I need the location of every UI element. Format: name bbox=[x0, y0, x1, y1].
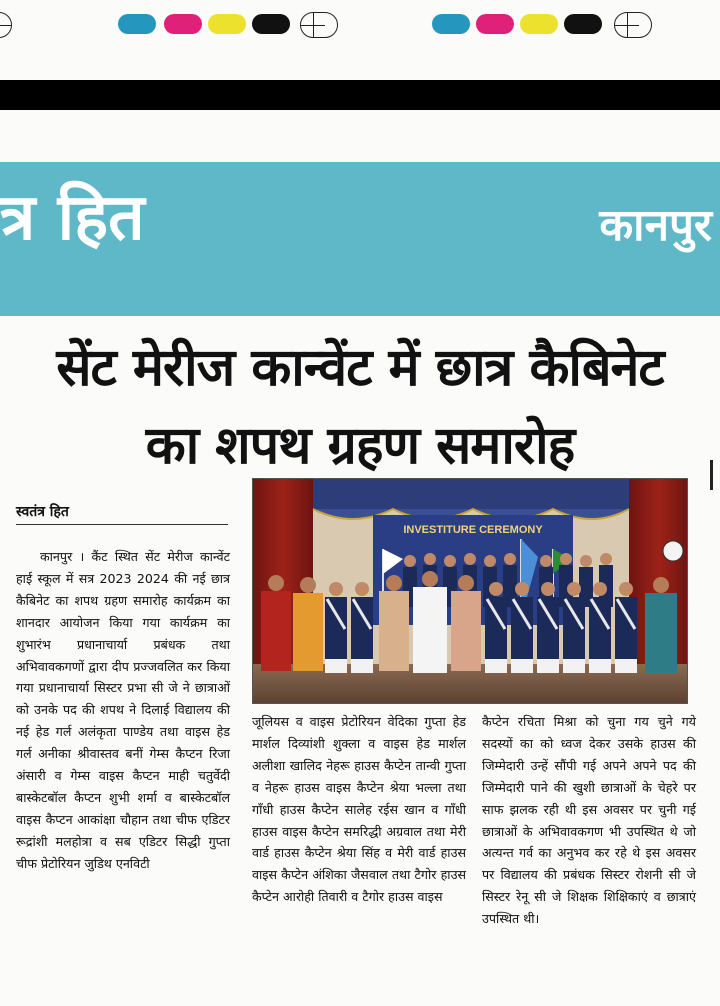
article-column-1 bbox=[16, 546, 230, 875]
article-column-3-text: कैप्टेन रचिता मिश्रा को चुना गय चुने गये सदस्यों का को ध्वज देकर उसके हाउस की जिम्मेदारी उन्हें सौंपी गई अपने अपने पद की जिम्मेदारी पाने की खुशी छात्राओं के चेहरे पर साफ झलक रही थी इस अवसर पर चुनी गई छात्राओं के अभिवावकगण भी उपस्थित थे जो अत्यन्त गर्व का अनुभव कर रहे थे इस अवसर पर विद्यालय की प्रबंधक सिस्टर रोशनी सी जे सिस्टर रेनू सी जे शिक्षक शिक्षिकाएं व छात्राएं उपस्थित थी। bbox=[482, 714, 696, 927]
registration-mark-left-edge bbox=[0, 12, 12, 38]
headline-line-1: सेंट मेरीज कान्वेंट में छात्र कैबिनेट bbox=[56, 338, 664, 398]
event-photo bbox=[252, 478, 688, 704]
color-bar-cyan-2 bbox=[432, 14, 470, 34]
masthead-fragment: त्र हित bbox=[0, 181, 145, 255]
color-bar-magenta-2 bbox=[476, 14, 514, 34]
article-column-2 bbox=[252, 711, 466, 908]
byline-rule bbox=[16, 524, 228, 525]
adjacent-column-cropped bbox=[706, 460, 720, 1006]
article-column-2-text: जूलियस व वाइस प्रेटोरियन वेदिका गुप्ता हेड मार्शल दिव्यांशी शुक्ला व वाइस हेड मार्शल अलीशा खालिद नेहरू हाउस कैप्टेन तान्वी गुप्ता व नेहरू हाउस वाइस कैप्टेन श्रेया भल्ला तथा गाँधी हाउस कैप्टेन सालेह रईस खान व गाँधी हाउस वाइस कैप्टेन समरिद्धी अग्रवाल तथा मेरी वार्ड हाउस कैप्टेन श्रेया सिंह व मेरी वार्ड हाउस वाइस कैप्टेन अंशिका जैसवाल तथा टैगोर हाउस कैप्टेन आरोही तिवारी व टैगोर हाउस वाइस bbox=[252, 714, 466, 905]
byline: स्वतंत्र हित bbox=[16, 504, 69, 520]
city-label: कानपुर bbox=[599, 200, 712, 251]
black-rule-bar bbox=[0, 80, 720, 110]
color-bar-yellow-2 bbox=[520, 14, 558, 34]
color-bar-black bbox=[252, 14, 290, 34]
registration-mark-right bbox=[614, 12, 652, 38]
color-bar-yellow bbox=[208, 14, 246, 34]
color-bar-black-2 bbox=[564, 14, 602, 34]
event-photo-illustration bbox=[253, 479, 688, 704]
color-bar-magenta bbox=[164, 14, 202, 34]
article-column-1-text: कानपुर । कैंट स्थित सेंट मेरीज कान्वेंट हाई स्कूल में सत्र 2023 2024 की नई छात्र कैबिनेट का शपथ ग्रहण समारोह कार्यक्रम का शानदार आयोजन किया गया कार्यक्रम का शुभारंभ प्रधानाचार्या प्रबंधक तथा अभिवावकगणों द्वारा दीप प्रज्जवलित कर किया गया प्रधानाचार्या सिस्टर प्रभा सी जे ने छात्राओं को उनके पद की शपथ ने दिलाई विद्यालय की नई हेड गर्ल अलंकृता पाण्डेय तथा वाइस हेड गर्ल अनीका श्रीवास्तव बनीं गेम्स कैप्टन रिजा अंसारी व गेम्स वाइस कैप्टन माही चतुर्वेदी बास्केटबॉल कैप्टन शुभी शर्मा व बास्केटबॉल वाइस कैप्टन आकांक्षा चौहान तथा चीफ एडिटर रूद्रांशी मलहोत्रा व सब एडिटर सिद्धी गुप्ता चीफ प्रेटोरियन जुडिथ एनविटी bbox=[16, 549, 230, 871]
color-bar-cyan bbox=[118, 14, 156, 34]
headline-line-2: का शपथ ग्रहण समारोह bbox=[145, 416, 575, 476]
registration-mark-left bbox=[300, 12, 338, 38]
article-column-3 bbox=[482, 711, 696, 930]
stage-banner-text: INVESTITURE CEREMONY bbox=[403, 524, 543, 536]
